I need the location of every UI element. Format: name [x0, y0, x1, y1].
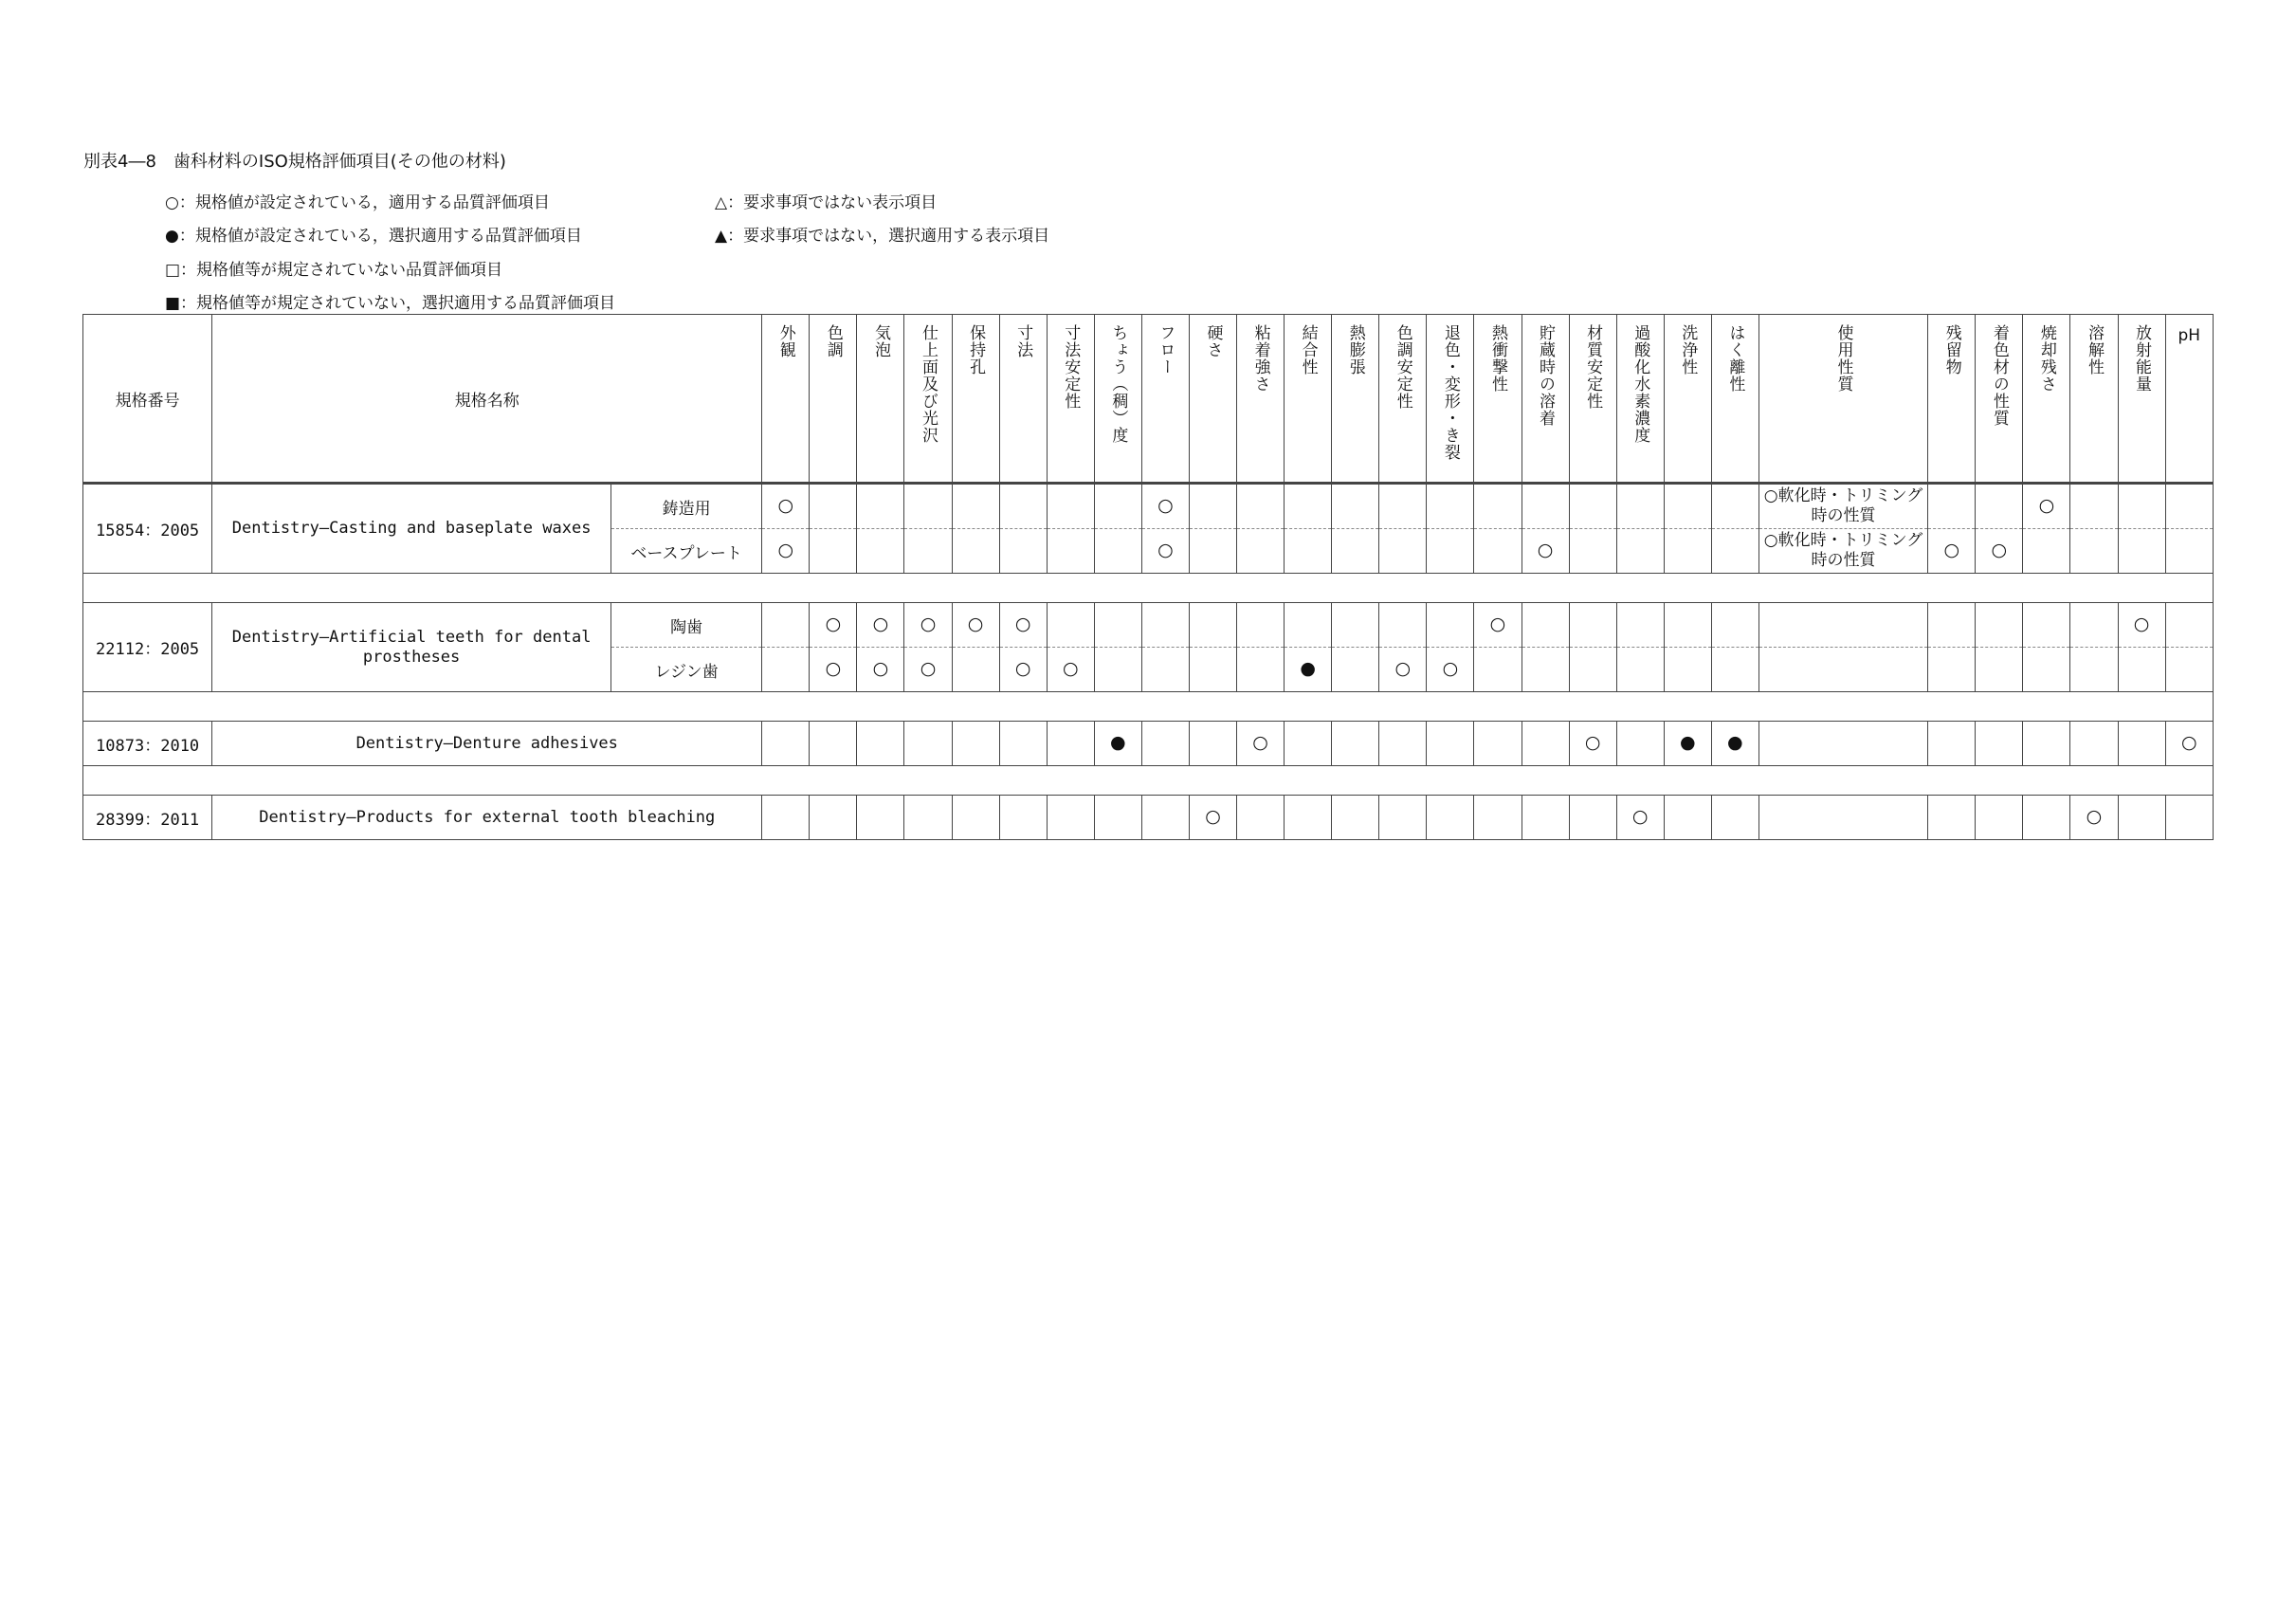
mark-cell — [1285, 603, 1332, 648]
header-col — [2023, 315, 2070, 484]
spacer-row — [83, 766, 2214, 796]
header-col — [1474, 315, 1522, 484]
mark-cell — [1522, 648, 1569, 692]
filled-circle-mark: ● — [1727, 732, 1743, 753]
mark-cell — [2165, 648, 2213, 692]
mark-cell — [1047, 603, 1094, 648]
open-circle-mark: ○ — [2181, 732, 2197, 753]
mark-cell — [1189, 722, 1236, 766]
mark-cell — [952, 796, 999, 840]
open-circle-mark: ○ — [2086, 806, 2103, 827]
open-circle-mark: ○ — [1157, 495, 1174, 516]
header-col-label: 退色・変形・き裂 — [1440, 324, 1460, 461]
mark-cell — [2118, 603, 2165, 648]
mark-cell — [2118, 648, 2165, 692]
open-circle-mark: ○ — [1014, 614, 1031, 634]
mark-cell — [1664, 648, 1711, 692]
mark-cell — [1928, 603, 1976, 648]
table-body — [83, 484, 2214, 840]
header-col — [2118, 315, 2165, 484]
header-col — [1616, 315, 1664, 484]
mark-cell — [1189, 484, 1236, 529]
mark-cell — [1332, 796, 1379, 840]
legend-open-square: □：規格値等が規定されていない品質評価項目 — [165, 261, 503, 280]
mark-cell — [1094, 796, 1141, 840]
standard-number: 15854：2005 — [83, 484, 212, 574]
mark-cell — [2165, 722, 2213, 766]
mark-cell — [1976, 648, 2023, 692]
mark-cell — [1379, 648, 1427, 692]
mark-cell — [857, 648, 904, 692]
mark-cell — [1189, 603, 1236, 648]
mark-cell — [1141, 722, 1189, 766]
mark-cell — [952, 529, 999, 574]
mark-cell — [1758, 648, 1927, 692]
mark-cell — [1379, 484, 1427, 529]
spacer-cell — [83, 574, 2214, 603]
header-col — [1094, 315, 1141, 484]
mark-cell — [1141, 796, 1189, 840]
mark-cell — [762, 484, 810, 529]
mark-cell — [1928, 722, 1976, 766]
mark-cell — [1332, 648, 1379, 692]
mark-cell — [1711, 796, 1758, 840]
mark-cell — [1664, 603, 1711, 648]
open-circle-mark: ○ — [1205, 806, 1221, 827]
mark-cell — [1569, 529, 1616, 574]
open-circle-mark: ○ — [777, 540, 794, 560]
mark-cell — [2165, 796, 2213, 840]
header-col-label: 仕上面及び光沢 — [919, 324, 938, 444]
mark-cell — [1664, 529, 1711, 574]
mark-cell — [857, 484, 904, 529]
mark-cell — [1094, 603, 1141, 648]
header-col-label: pH — [2178, 326, 2201, 345]
mark-cell — [952, 648, 999, 692]
header-col-label: 貯蔵時の溶着 — [1536, 324, 1556, 427]
header-col-label: ちょう（稠）度 — [1108, 324, 1128, 444]
spacer-row — [83, 574, 2214, 603]
mark-cell — [1569, 648, 1616, 692]
header-col — [762, 315, 810, 484]
header-col-label: 洗浄性 — [1678, 324, 1698, 376]
mark-cell — [1569, 722, 1616, 766]
header-col-label: はく離性 — [1725, 324, 1745, 393]
header-col — [810, 315, 857, 484]
mark-cell — [1616, 484, 1664, 529]
mark-cell — [1237, 648, 1285, 692]
table-caption: 別表4―8 歯科材料のISO規格評価項目(その他の材料) — [83, 152, 506, 172]
header-col — [904, 315, 952, 484]
mark-cell — [999, 484, 1047, 529]
mark-cell — [2023, 529, 2070, 574]
standard-number: 10873：2010 — [83, 722, 212, 766]
standard-name: Dentistry―Artificial teeth for dental prostheses — [212, 603, 611, 692]
header-col — [1379, 315, 1427, 484]
mark-cell — [1047, 484, 1094, 529]
header-col-label: 粘着強さ — [1250, 324, 1270, 393]
mark-cell — [1616, 796, 1664, 840]
mark-cell — [762, 722, 810, 766]
mark-cell — [952, 722, 999, 766]
mark-cell — [1616, 603, 1664, 648]
open-circle-mark: ○ — [1062, 658, 1079, 679]
legend-filled-circle: ●：規格値が設定されている，選択適用する品質評価項目 — [165, 227, 582, 246]
mark-cell — [1522, 603, 1569, 648]
mark-cell — [1569, 603, 1616, 648]
mark-cell — [1758, 722, 1927, 766]
open-circle-mark: ○ — [967, 614, 984, 634]
mark-cell — [952, 484, 999, 529]
table-row — [83, 722, 2214, 766]
mark-cell — [904, 484, 952, 529]
open-circle-mark: ○ — [2133, 614, 2150, 634]
mark-cell — [1379, 796, 1427, 840]
standard-name: Dentistry―Products for external tooth bleaching — [212, 796, 762, 840]
header-col-label: 焼却残さ — [2036, 324, 2056, 393]
filled-circle-mark: ● — [1679, 732, 1696, 753]
spacer-cell — [83, 766, 2214, 796]
header-col — [999, 315, 1047, 484]
header-col-label: 熱衝撃性 — [1487, 324, 1507, 393]
mark-cell — [1094, 529, 1141, 574]
mark-cell — [810, 603, 857, 648]
header-col-label: 寸法安定性 — [1061, 324, 1081, 410]
mark-cell — [1285, 484, 1332, 529]
mark-cell — [1474, 648, 1522, 692]
legend-open-circle: ○：規格値が設定されている，適用する品質評価項目 — [165, 193, 550, 212]
open-circle-mark: ○ — [1537, 540, 1554, 560]
mark-cell — [2023, 648, 2070, 692]
mark-cell — [1976, 484, 2023, 529]
header-col-label: 熱膨張 — [1345, 324, 1365, 376]
mark-cell — [762, 603, 810, 648]
mark-cell — [1758, 796, 1927, 840]
mark-cell — [857, 796, 904, 840]
mark-cell — [1047, 529, 1094, 574]
mark-cell — [2165, 603, 2213, 648]
mark-cell — [1332, 603, 1379, 648]
mark-cell — [2070, 796, 2118, 840]
header-col — [1569, 315, 1616, 484]
header-col — [1711, 315, 1758, 484]
mark-cell — [2165, 529, 2213, 574]
mark-cell — [857, 722, 904, 766]
mark-cell — [1427, 796, 1474, 840]
header-col-label: 着色材の性質 — [1989, 324, 2009, 427]
mark-cell — [1189, 648, 1236, 692]
standard-name: Dentistry―Denture adhesives — [212, 722, 762, 766]
mark-cell — [1427, 648, 1474, 692]
spacer-row — [83, 692, 2214, 722]
mark-cell — [1285, 796, 1332, 840]
standard-number: 22112：2005 — [83, 603, 212, 692]
header-col-label: 外観 — [775, 324, 795, 358]
mark-cell — [1237, 529, 1285, 574]
mark-cell — [1189, 796, 1236, 840]
header-col — [1285, 315, 1332, 484]
header-col-label: 色調 — [823, 324, 843, 358]
mark-cell — [1711, 484, 1758, 529]
header-col — [952, 315, 999, 484]
usage-note: ○軟化時・トリミング時の性質 — [1763, 486, 1923, 525]
open-circle-mark: ○ — [1631, 806, 1649, 827]
mark-cell — [810, 529, 857, 574]
mark-cell — [762, 529, 810, 574]
mark-cell — [1474, 529, 1522, 574]
open-circle-mark: ○ — [1442, 658, 1459, 679]
mark-cell — [2070, 648, 2118, 692]
table-row — [83, 603, 2214, 648]
header-col — [1976, 315, 2023, 484]
header-col — [1522, 315, 1569, 484]
mark-cell — [2165, 484, 2213, 529]
usage-note: ○軟化時・トリミング時の性質 — [1763, 531, 1923, 570]
mark-cell — [1427, 722, 1474, 766]
open-circle-mark: ○ — [920, 658, 937, 679]
mark-cell — [1664, 722, 1711, 766]
spacer-cell — [83, 692, 2214, 722]
mark-cell — [1285, 648, 1332, 692]
sub-type-label: ベースプレート — [610, 529, 761, 574]
open-circle-mark: ○ — [1584, 732, 1601, 753]
mark-cell — [2070, 722, 2118, 766]
filled-circle-mark: ● — [1300, 658, 1316, 679]
legend-filled-triangle: ▲：要求事項ではない，選択適用する表示項目 — [715, 227, 1050, 246]
open-circle-mark: ○ — [920, 614, 937, 634]
header-col — [1141, 315, 1189, 484]
mark-cell — [1664, 484, 1711, 529]
mark-cell — [1047, 722, 1094, 766]
mark-cell — [1379, 603, 1427, 648]
mark-cell — [1474, 796, 1522, 840]
open-circle-mark: ○ — [1991, 540, 2008, 560]
mark-cell — [1976, 603, 2023, 648]
mark-cell — [2070, 603, 2118, 648]
mark-cell — [1332, 529, 1379, 574]
mark-cell — [2118, 796, 2165, 840]
mark-cell — [1379, 529, 1427, 574]
mark-cell — [1976, 529, 2023, 574]
mark-cell — [1928, 796, 1976, 840]
mark-cell — [1094, 648, 1141, 692]
table-row — [83, 484, 2214, 529]
mark-cell — [2118, 529, 2165, 574]
mark-cell — [904, 529, 952, 574]
mark-cell — [762, 796, 810, 840]
mark-cell — [2023, 796, 2070, 840]
header-col-label: 気泡 — [870, 324, 890, 358]
mark-cell — [1237, 603, 1285, 648]
header-col-label: 寸法 — [1013, 324, 1033, 358]
header-col-label: 硬さ — [1203, 324, 1223, 358]
open-circle-mark: ○ — [872, 658, 889, 679]
header-col — [857, 315, 904, 484]
mark-cell — [999, 603, 1047, 648]
mark-cell — [2023, 603, 2070, 648]
mark-cell — [2023, 722, 2070, 766]
mark-cell — [2118, 484, 2165, 529]
mark-cell — [2118, 722, 2165, 766]
mark-cell — [810, 796, 857, 840]
mark-cell — [1758, 484, 1927, 529]
mark-cell — [2070, 529, 2118, 574]
mark-cell — [1379, 722, 1427, 766]
mark-cell — [952, 603, 999, 648]
header-col-label: フロー — [1156, 324, 1175, 376]
mark-cell — [1189, 529, 1236, 574]
mark-cell — [904, 648, 952, 692]
filled-circle-mark: ● — [1110, 732, 1126, 753]
mark-cell — [2023, 484, 2070, 529]
mark-cell — [1928, 648, 1976, 692]
mark-cell — [1711, 603, 1758, 648]
open-circle-mark: ○ — [777, 495, 794, 516]
mark-cell — [904, 722, 952, 766]
mark-cell — [1047, 796, 1094, 840]
mark-cell — [999, 722, 1047, 766]
mark-cell — [1141, 484, 1189, 529]
mark-cell — [1141, 529, 1189, 574]
mark-cell — [1976, 722, 2023, 766]
mark-cell — [857, 603, 904, 648]
mark-cell — [1758, 603, 1927, 648]
header-col — [2070, 315, 2118, 484]
mark-cell — [1237, 796, 1285, 840]
open-circle-mark: ○ — [1943, 540, 1960, 560]
mark-cell — [1237, 484, 1285, 529]
mark-cell — [1237, 722, 1285, 766]
sub-type-label: 鋳造用 — [610, 484, 761, 529]
header-col-label: 使用性質 — [1833, 324, 1853, 393]
iso-evaluation-table — [82, 314, 2214, 840]
mark-cell — [1285, 722, 1332, 766]
open-circle-mark: ○ — [825, 658, 842, 679]
mark-cell — [1616, 648, 1664, 692]
mark-cell — [1928, 529, 1976, 574]
mark-cell — [1711, 529, 1758, 574]
mark-cell — [1569, 484, 1616, 529]
sub-type-label: 陶歯 — [610, 603, 761, 648]
header-col-label: 材質安定性 — [1583, 324, 1603, 410]
open-circle-mark: ○ — [1157, 540, 1174, 560]
header-col — [1332, 315, 1379, 484]
mark-cell — [1332, 484, 1379, 529]
header-col — [1047, 315, 1094, 484]
header-col — [2165, 315, 2213, 484]
table-row — [83, 796, 2214, 840]
mark-cell — [1758, 529, 1927, 574]
header-standard-number: 規格番号 — [83, 315, 212, 484]
mark-cell — [1522, 796, 1569, 840]
mark-cell — [1094, 484, 1141, 529]
mark-cell — [1522, 529, 1569, 574]
mark-cell — [1616, 722, 1664, 766]
mark-cell — [1094, 722, 1141, 766]
mark-cell — [1928, 484, 1976, 529]
mark-cell — [1976, 796, 2023, 840]
header-col — [1928, 315, 1976, 484]
mark-cell — [999, 529, 1047, 574]
header-col-label: 放射能量 — [2132, 324, 2152, 393]
legend-filled-square: ■：規格値等が規定されていない，選択適用する品質評価項目 — [165, 294, 616, 313]
header-col — [1237, 315, 1285, 484]
open-circle-mark: ○ — [872, 614, 889, 634]
mark-cell — [999, 648, 1047, 692]
header-col — [1664, 315, 1711, 484]
mark-cell — [1474, 722, 1522, 766]
mark-cell — [1522, 484, 1569, 529]
mark-cell — [1522, 722, 1569, 766]
header-col-label: 結合性 — [1298, 324, 1318, 376]
standard-name: Dentistry―Casting and baseplate waxes — [212, 484, 611, 574]
mark-cell — [904, 603, 952, 648]
mark-cell — [1664, 796, 1711, 840]
mark-cell — [1141, 603, 1189, 648]
mark-cell — [810, 484, 857, 529]
mark-cell — [1711, 722, 1758, 766]
standard-number: 28399：2011 — [83, 796, 212, 840]
mark-cell — [1427, 484, 1474, 529]
mark-cell — [810, 648, 857, 692]
mark-cell — [1474, 603, 1522, 648]
header-col-label: 色調安定性 — [1393, 324, 1412, 410]
header-row — [83, 315, 2214, 484]
open-circle-mark: ○ — [1252, 732, 1268, 753]
mark-cell — [1332, 722, 1379, 766]
open-circle-mark: ○ — [1014, 658, 1031, 679]
open-circle-mark: ○ — [825, 614, 842, 634]
mark-cell — [762, 648, 810, 692]
mark-cell — [1711, 648, 1758, 692]
mark-cell — [1047, 648, 1094, 692]
open-circle-mark: ○ — [2038, 495, 2055, 516]
mark-cell — [1141, 648, 1189, 692]
sub-type-label: レジン歯 — [610, 648, 761, 692]
mark-cell — [999, 796, 1047, 840]
legend-open-triangle: △：要求事項ではない表示項目 — [715, 193, 938, 212]
header-col-label: 残留物 — [1941, 324, 1961, 376]
mark-cell — [810, 722, 857, 766]
mark-cell — [1569, 796, 1616, 840]
header-col — [1758, 315, 1927, 484]
open-circle-mark: ○ — [1394, 658, 1412, 679]
open-circle-mark: ○ — [1489, 614, 1506, 634]
mark-cell — [1427, 529, 1474, 574]
header-col-label: 溶解性 — [2084, 324, 2104, 376]
header-standard-name: 規格名称 — [212, 315, 762, 484]
mark-cell — [1616, 529, 1664, 574]
header-col — [1189, 315, 1236, 484]
mark-cell — [857, 529, 904, 574]
mark-cell — [2070, 484, 2118, 529]
mark-cell — [1427, 603, 1474, 648]
header-col-label: 過酸化水素濃度 — [1631, 324, 1650, 444]
header-col — [1427, 315, 1474, 484]
mark-cell — [904, 796, 952, 840]
header-col-label: 保持孔 — [966, 324, 986, 376]
mark-cell — [1474, 484, 1522, 529]
mark-cell — [1285, 529, 1332, 574]
